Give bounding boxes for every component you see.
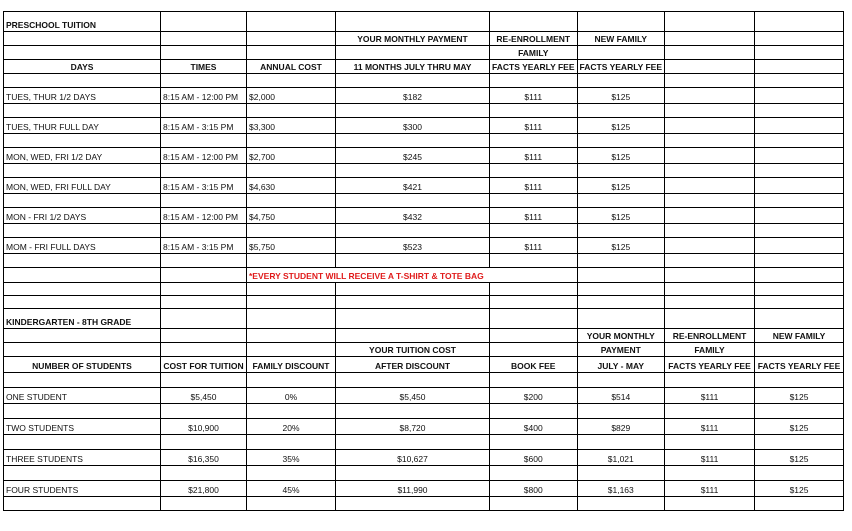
- table-row: MON, WED, FRI 1/2 DAY 8:15 AM - 12:00 PM $2,700 $245 $111 $125: [4, 148, 844, 164]
- table-row: TUES, THUR 1/2 DAYS 8:15 AM - 12:00 PM $2,000 $182 $111 $125: [4, 88, 844, 104]
- preschool-title-row: [4, 12, 844, 32]
- col-newfamily-1: NEW FAMILY: [577, 32, 665, 46]
- table-row: MON, WED, FRI FULL DAY 8:15 AM - 3:15 PM $4,630 $421 $111 $125: [4, 178, 844, 194]
- preschool-title: PRESCHOOL TUITION: [4, 12, 161, 32]
- table-row: THREE STUDENTS $16,350 35% $10,627 $600 $1,021 $111 $125: [4, 450, 844, 466]
- tuition-table: [3, 11, 844, 511]
- table-row: TWO STUDENTS $10,900 20% $8,720 $400 $829 $111 $125: [4, 419, 844, 435]
- table-row: FOUR STUDENTS $21,800 45% $11,990 $800 $1,163 $111 $125: [4, 481, 844, 497]
- col-times: TIMES: [161, 60, 247, 74]
- header-row-2: [4, 46, 844, 60]
- table-row: MOM - FRI FULL DAYS 8:15 AM - 3:15 PM $5,750 $523 $111 $125: [4, 238, 844, 254]
- col-monthly-payment-1: YOUR MONTHLY PAYMENT: [336, 32, 490, 46]
- col-reenroll-3: FACTS YEARLY FEE: [490, 60, 578, 74]
- k8-header-row-2: YOUR TUITION COST PAYMENT FAMILY: [4, 343, 844, 357]
- col-reenroll-1: RE-ENROLLMENT: [490, 32, 578, 46]
- header-row-3: [4, 60, 844, 74]
- k8-header-row-3: NUMBER OF STUDENTS COST FOR TUITION FAMILY DISCOUNT AFTER DISCOUNT BOOK FEE JULY - MAY FACTS YEARLY FEE FACTS YEARLY FEE: [4, 357, 844, 373]
- k8-header-row-1: YOUR MONTHLY RE-ENROLLMENT NEW FAMILY: [4, 329, 844, 343]
- col-newfamily-3: FACTS YEARLY FEE: [577, 60, 665, 74]
- header-row-1: [4, 32, 844, 46]
- col-reenroll-2: FAMILY: [490, 46, 578, 60]
- k8-title: KINDERGARTEN - 8TH GRADE: [4, 309, 161, 329]
- note-row: [4, 268, 844, 283]
- col-days: DAYS: [4, 60, 161, 74]
- tshirt-note: *EVERY STUDENT WILL RECEIVE A T-SHIRT & TOTE BAG: [247, 268, 578, 283]
- table-row: ONE STUDENT $5,450 0% $5,450 $200 $514 $111 $125: [4, 388, 844, 404]
- col-monthly-payment-3: 11 MONTHS JULY THRU MAY: [336, 60, 490, 74]
- col-annual-cost: ANNUAL COST: [247, 60, 336, 74]
- k8-title-row: [4, 309, 844, 329]
- table-row: MON - FRI 1/2 DAYS 8:15 AM - 12:00 PM $4,750 $432 $111 $125: [4, 208, 844, 224]
- table-row: TUES, THUR FULL DAY 8:15 AM - 3:15 PM $3,300 $300 $111 $125: [4, 118, 844, 134]
